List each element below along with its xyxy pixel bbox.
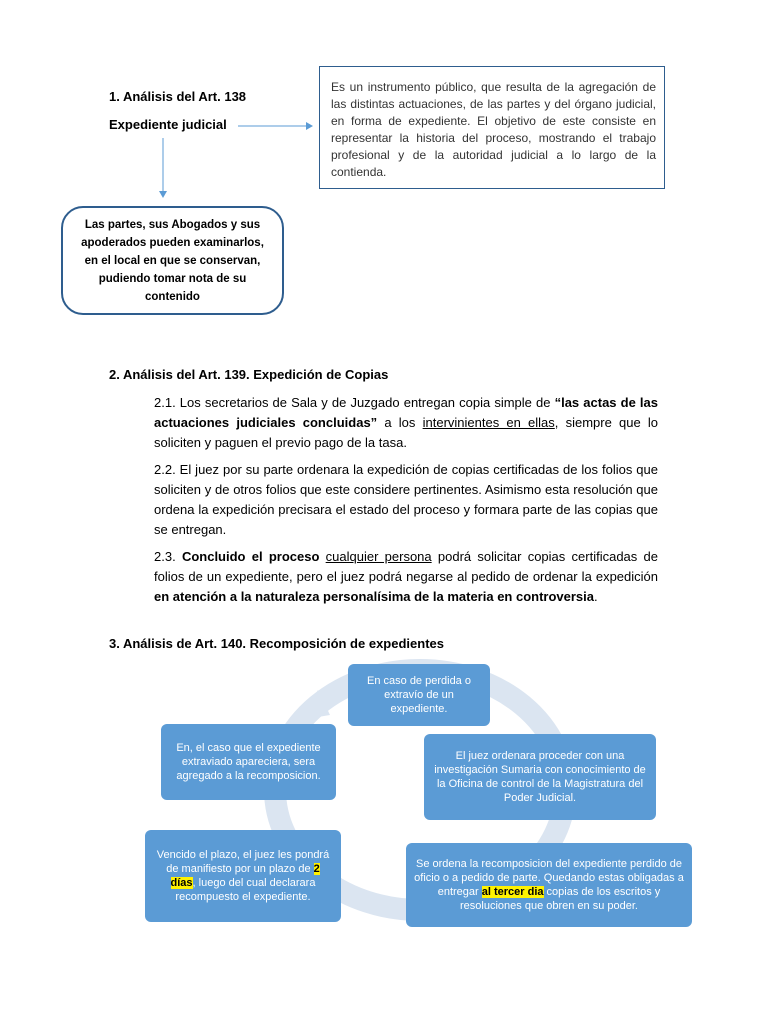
paragraph-2-2: 2.2. El juez por su parte ordenara la expedición de copias certificadas de los folios que soliciten y de otros folios que este considere pertinentes. Asimismo esta resolución que ordena la expedición precisara el estado del proceso y formara parte de las copias que se entregan.: [154, 462, 658, 537]
definition-box: Es un instrumento público, que resulta de la agregación de las distintas actuaciones, de las partes y del órgano judicial, en forma de expediente. El objetivo de este consiste en representar la historia del proceso, mostrando el trabajo profesional y de la autoridad judicial a lo largo de la contienda.: [319, 66, 665, 189]
p3-bold-concluido: Concluido el proceso: [181, 549, 320, 564]
note-box: Las partes, sus Abogados y sus apoderados pueden examinarlos, en el local en que se conservan, pudiendo tomar nota de su contenido: [61, 206, 284, 315]
p3-underlined: cualquier persona: [325, 549, 432, 564]
p1-underlined: intervinientes en ellas: [422, 415, 555, 430]
p1-text-c: a los: [377, 415, 423, 430]
step4-text-a: Vencido el plazo, el juez les pondrá de manifiesto por un plazo de: [156, 849, 330, 875]
step4-text-b: , luego del cual declarara recompuesto el expediente.: [175, 877, 316, 903]
p3-text-g: .: [594, 589, 598, 604]
step4-highlight: 2 días: [170, 863, 320, 889]
p1-bold-quote: “las actas de las actuaciones judiciales concluidas”: [154, 395, 658, 430]
p3-bold-atencion: en atención a la naturaleza personalísima de la materia en controversia: [154, 589, 595, 604]
cycle-step-investigacion: El juez ordenara proceder con una investigación Sumaria con conocimiento de la Oficina de control de la Magistratura del Poder Judicial.: [424, 734, 656, 820]
step3-highlight: al tercer dia: [481, 886, 544, 898]
section3-heading: 3. Análisis de Art. 140. Recomposición de expedientes: [109, 636, 444, 651]
p3-text-a: 2.3.: [154, 549, 182, 564]
cycle-step-recomposicion: [406, 843, 692, 927]
cycle-step-apareciera: En, el caso que el expediente extraviado apareciera, sera agregado a la recomposicion.: [161, 724, 336, 800]
term-expediente-judicial: Expediente judicial: [109, 117, 227, 132]
step3-text-b: copias de los escritos y resoluciones que obren en su poder.: [460, 886, 661, 912]
cycle-step-plazo: [145, 830, 341, 922]
p1-text-a: 2.1. Los secretarios de Sala y de Juzgado entregan copia simple de: [154, 395, 555, 410]
section2-heading: 2. Análisis del Art. 139. Expedición de Copias: [109, 367, 389, 382]
cycle-step-perdida: En caso de perdida o extravío de un expediente.: [348, 664, 490, 726]
p3-text-e: podrá solicitar copias certificadas de folios de un expediente, pero el juez podrá negarse al pedido de ordenar la expedición: [154, 549, 658, 584]
p1-text-e: , siempre que lo soliciten y paguen el previo pago de la tasa.: [154, 415, 658, 450]
step3-text-a: Se ordena la recomposicion del expediente perdido de oficio o a pedido de parte. Quedando estas obligadas a entregar: [414, 858, 684, 898]
section1-heading: 1. Análisis del Art. 138: [109, 89, 247, 104]
